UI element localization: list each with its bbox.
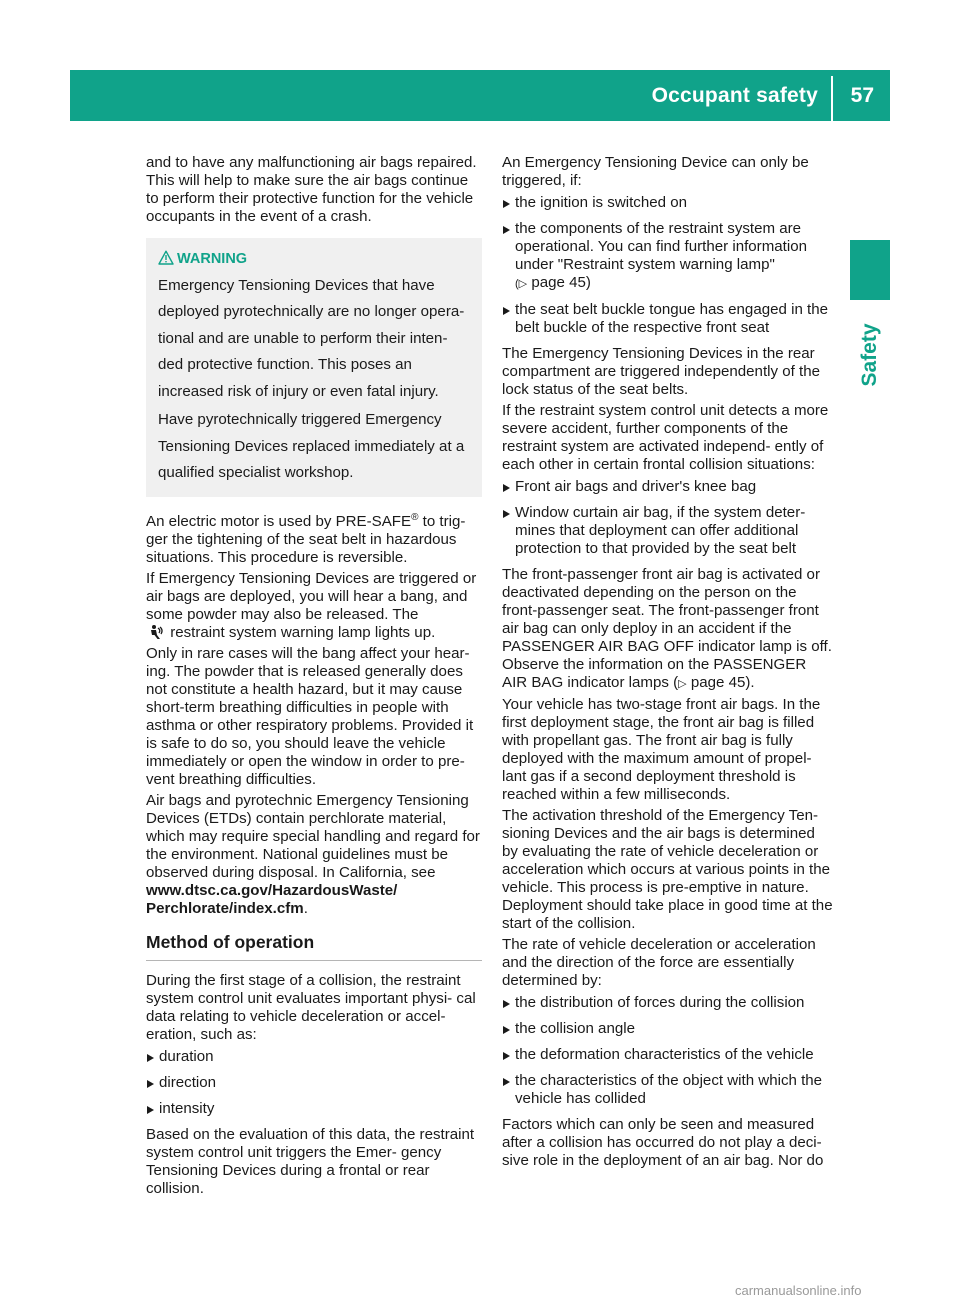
warning-box: [146, 238, 482, 497]
first-stage-paragraph: During the first stage of a collision, the restraint system control unit evaluates important physi- cal data relating to vehicle deceleration or accel- eration, such as:: [146, 971, 476, 1043]
header-divider: [831, 76, 833, 121]
restraint-system-warning-lamp-icon: [146, 624, 164, 640]
front-passenger-text: The front-passenger front air bag is activated or deactivated depending on the person on the front-passenger seat. The front-passenger front air bag can only deploy in an accident if the PASSENGER AIR BAG OFF indicator lamp is off. Observe the information on the PASSENGER AIR BAG indicator lamps (: [502, 566, 832, 691]
header-bar: [70, 70, 890, 121]
side-tab-marker: [850, 240, 890, 300]
warning-text-2: Have pyrotechnically triggered Emergency Tensioning Devices replaced immediately at a qualified specialist workshop.: [158, 411, 465, 481]
triggered-paragraph: [146, 570, 482, 642]
list-item: Window curtain air bag, if the system deter- mines that deployment can offer additional protection to that provided by the seat belt: [502, 504, 834, 558]
link-period: .: [303, 899, 308, 917]
list-item: the characteristics of the object with which the vehicle has collided: [502, 1072, 834, 1108]
method-of-operation-heading: Method of operation: [146, 933, 482, 961]
right-column: [502, 154, 834, 1173]
section-title: Occupant safety: [651, 84, 818, 107]
list-item: Front air bags and driver's knee bag: [502, 478, 834, 496]
triggered-tail-text: restraint system warning lamp lights up.: [166, 623, 436, 641]
registered-mark: ®: [411, 511, 419, 523]
page-ref-arrow: ▷: [678, 678, 687, 690]
physical-data-list: [146, 1048, 482, 1118]
dtsc-link[interactable]: www.dtsc.ca.gov/HazardousWaste/ Perchlorate/index.cfm: [146, 881, 398, 917]
side-label-text: Safety: [858, 323, 881, 387]
severe-accident-paragraph: If the restraint system control unit detects a more severe accident, further components of the restraint system are activated independ- ently of each other in certain frontal collision situations:: [502, 402, 829, 473]
trigger-conditions-list: [502, 194, 834, 337]
triggered-text: If Emergency Tensioning Devices are triggered or air bags are deployed, you will hear a bang, and some powder may also be released. The: [146, 569, 477, 623]
warning-text-1: Emergency Tensioning Devices that have deployed pyrotechnically are no longer opera- tional and are unable to perform their inten- ded protective function. This poses an increased risk of injury or even fatal injury.: [158, 276, 465, 400]
page-number: 57: [850, 84, 874, 107]
two-stage-paragraph: Your vehicle has two-stage front air bags. In the first deployment stage, the front air bag is filled with propellant gas. The front air bag is fully deployed with the maximum amount of propel- lant gas if a second deployment threshold is reached within a few milliseconds.: [502, 696, 821, 803]
list-item: the ignition is switched on: [502, 194, 834, 212]
warning-title: WARNING: [177, 251, 248, 267]
list-item: duration: [146, 1048, 482, 1066]
perchlorate-text: Air bags and pyrotechnic Emergency Tensioning Devices (ETDs) contain perchlorate material, which may require special handling and regard for the environment. National guidelines must be observed during disposal. In California, see: [146, 791, 480, 881]
pre-safe-text-a: An electric motor is used by PRE-SAFE: [146, 512, 412, 530]
components-text: the components of the restraint system are operational. You can find further information under "Restraint system warning lamp": [515, 220, 808, 273]
rear-compartment-paragraph: The Emergency Tensioning Devices in the rear compartment are triggered independently of the lock status of the seat belts.: [502, 345, 821, 398]
page-ref-link[interactable]: page 45).: [690, 674, 755, 691]
intro-paragraph: and to have any malfunctioning air bags repaired. This will help to make sure the air bags continue to perform their protective function for the vehicle occupants in the event of a crash.: [146, 154, 477, 225]
further-components-list: [502, 478, 834, 558]
list-item: [502, 220, 834, 293]
list-item: intensity: [146, 1100, 482, 1118]
rate-paragraph: The rate of vehicle deceleration or acceleration and the direction of the force are essentially determined by:: [502, 936, 816, 989]
warning-header: [158, 246, 472, 273]
only-triggered-paragraph: An Emergency Tensioning Device can only be triggered, if:: [502, 154, 809, 189]
page-ref-link[interactable]: page 45): [531, 274, 591, 291]
warning-triangle-icon: [158, 250, 174, 265]
factors-paragraph: Factors which can only be seen and measured after a collision has occurred do not play a deci- sive role in the deployment of an air bag. Nor do: [502, 1116, 824, 1169]
pre-safe-text-b: to trig- ger the tightening of the seat belt in hazardous situations. This procedure is reversible.: [146, 512, 466, 566]
watermark: carmanualsonline.info: [735, 1283, 862, 1298]
determining-factors-list: [502, 994, 834, 1108]
perchlorate-paragraph: [146, 792, 482, 918]
list-item: the collision angle: [502, 1020, 834, 1038]
activation-threshold-paragraph: The activation threshold of the Emergency Ten- sioning Devices and the air bags is determined by evaluating the rate of vehicle deceleration or acceleration which occurs at various points in the vehicle. This process is pre-emptive in nature. Deployment should take place in good time at the start of the collision.: [502, 807, 833, 932]
front-passenger-paragraph: [502, 566, 834, 693]
list-item: the distribution of forces during the collision: [502, 994, 834, 1012]
list-item: direction: [146, 1074, 482, 1092]
pre-safe-paragraph: [146, 509, 482, 567]
side-label: [848, 310, 892, 400]
list-item: the deformation characteristics of the vehicle: [502, 1046, 834, 1064]
based-on-paragraph: Based on the evaluation of this data, the restraint system control unit triggers the Emer- gency Tensioning Devices during a frontal or rear collision.: [146, 1125, 475, 1197]
left-column: [146, 154, 482, 1201]
page-ref-arrow: (▷: [515, 278, 528, 290]
list-item: the seat belt buckle tongue has engaged in the belt buckle of the respective front seat: [502, 301, 834, 337]
rare-cases-paragraph: Only in rare cases will the bang affect your hear- ing. The powder that is released generally does not constitute a health hazard, but it may cause short-term breathing difficulties in people with asthma or other respiratory problems. Provided it is safe to do so, you should leave the vehicle immediately or open the window in order to pre- vent breathing difficulties.: [146, 644, 474, 788]
